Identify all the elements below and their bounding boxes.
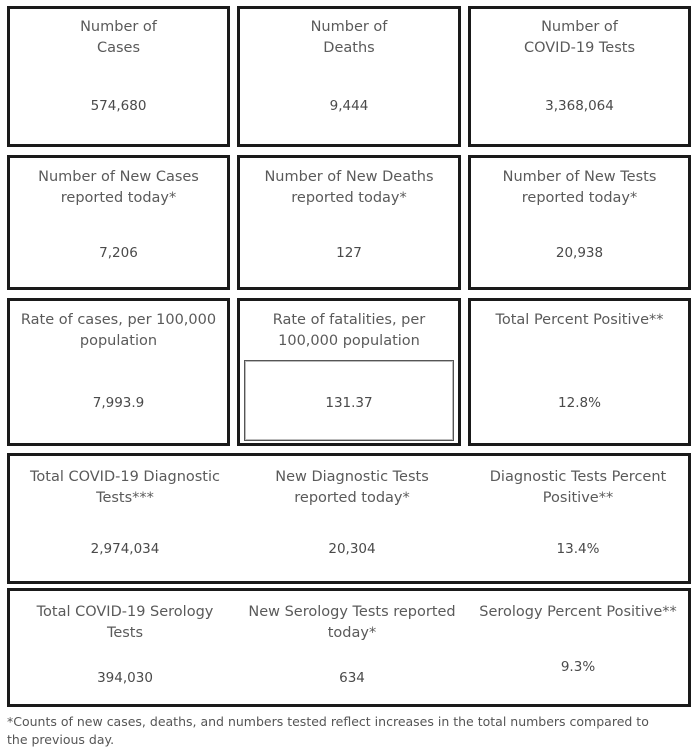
diagnostic-new-label: New Diagnostic Tests reported today* bbox=[275, 469, 429, 506]
percent-positive-value: 12.8% bbox=[558, 395, 601, 411]
new-cases-label: Number of New Cases reported today* bbox=[38, 169, 199, 206]
cases-value: 574,680 bbox=[90, 98, 147, 114]
diagnostic-panel bbox=[7, 453, 691, 584]
diagnostic-total-label: Total COVID-19 Diagnostic Tests*** bbox=[30, 469, 220, 506]
new-tests-label: Number of New Tests reported today* bbox=[502, 169, 657, 206]
fatality-rate-value: 131.37 bbox=[325, 395, 373, 411]
cases-label: Number of Cases bbox=[80, 19, 157, 56]
footnote: *Counts of new cases, deaths, and numbers tested reflect increases in the total numbers compared to the previous day. bbox=[7, 714, 649, 747]
new-deaths-value: 127 bbox=[336, 245, 362, 261]
case-rate-label: Rate of cases, per 100,000 population bbox=[20, 312, 217, 349]
serology-new-label: New Serology Tests reported today* bbox=[248, 604, 456, 641]
serology-new-value: 634 bbox=[339, 670, 365, 686]
diagnostic-positive-value: 13.4% bbox=[556, 541, 600, 557]
serology-panel bbox=[7, 588, 691, 707]
new-tests-value: 20,938 bbox=[555, 245, 604, 261]
fatality-rate-card bbox=[237, 298, 461, 446]
new-cases-card bbox=[7, 155, 230, 290]
tests-label: Number of COVID-19 Tests bbox=[523, 19, 636, 56]
percent-positive-card bbox=[468, 298, 691, 446]
diagnostic-total-value: 2,974,034 bbox=[90, 541, 160, 557]
deaths-value: 9,444 bbox=[329, 98, 369, 114]
serology-total-label: Total COVID-19 Serology Tests bbox=[36, 604, 214, 641]
diagnostic-new-value: 20,304 bbox=[328, 541, 376, 557]
serology-total-value: 394,030 bbox=[97, 670, 153, 686]
case-rate-value: 7,993.9 bbox=[92, 395, 145, 411]
fatality-rate-label: Rate of fatalities, per 100,000 population bbox=[272, 312, 426, 349]
tests-card bbox=[468, 6, 691, 147]
case-rate-card bbox=[7, 298, 230, 446]
new-deaths-card bbox=[237, 155, 461, 290]
diagnostic-positive-label: Diagnostic Tests Percent Positive** bbox=[489, 469, 667, 506]
new-cases-value: 7,206 bbox=[99, 245, 138, 261]
new-tests-card bbox=[468, 155, 691, 290]
tests-value: 3,368,064 bbox=[545, 98, 614, 114]
serology-positive-label: Serology Percent Positive** bbox=[479, 604, 677, 620]
serology-positive-value: 9.3% bbox=[560, 659, 596, 675]
percent-positive-label: Total Percent Positive** bbox=[495, 312, 664, 328]
cases-card bbox=[7, 6, 230, 147]
new-deaths-label: Number of New Deaths reported today* bbox=[264, 169, 434, 206]
deaths-label: Number of Deaths bbox=[310, 19, 388, 56]
deaths-card bbox=[237, 6, 461, 147]
